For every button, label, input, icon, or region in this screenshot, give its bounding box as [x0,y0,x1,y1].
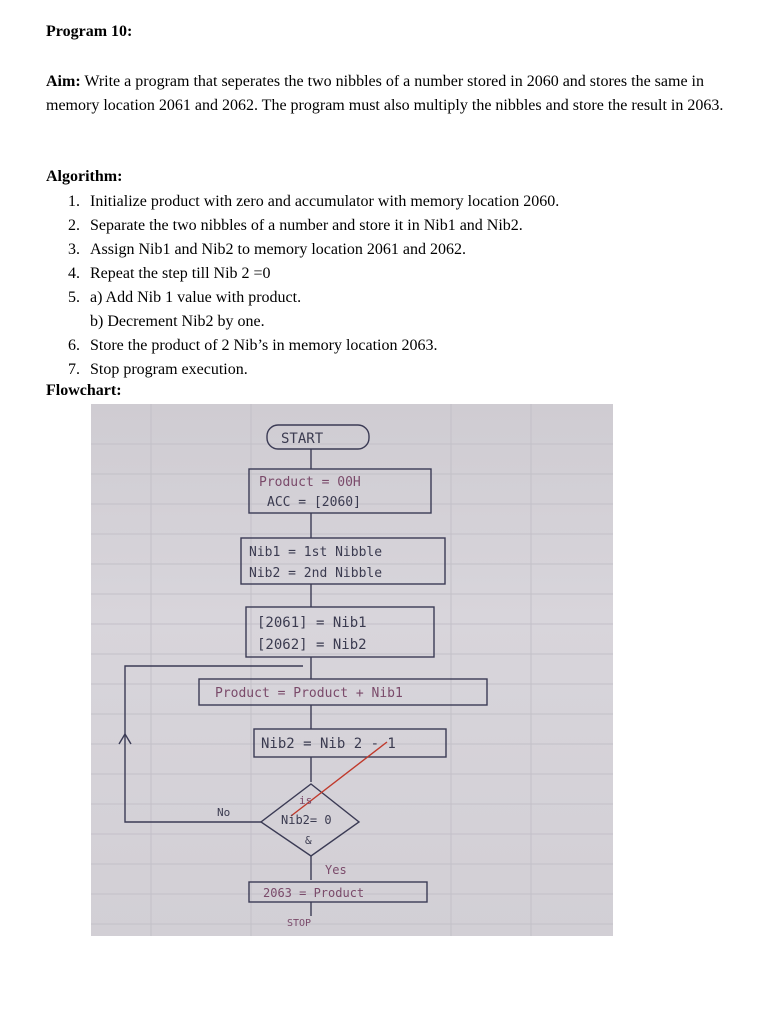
algorithm-step [46,190,726,214]
step-text: Separate the two nibbles of a number and store it in Nib1 and Nib2. [90,217,523,234]
decision-bottom-label: & [305,834,312,847]
algorithm-step [46,334,726,358]
step-number: 7. [68,361,80,378]
step-text: Assign Nib1 and Nib2 to memory location 2061 and 2062. [90,241,466,258]
aim-label: Aim: [46,73,81,90]
flowchart-svg [91,404,613,936]
step-number: 4. [68,265,80,282]
step-number: 5. [68,289,80,306]
algorithm-step [46,286,726,310]
algorithm-step [46,238,726,262]
flowchart-photo [91,404,613,936]
final-step-label: 2063 = Product [263,886,365,900]
algorithm-step [46,262,726,286]
algorithm-steps [46,190,726,382]
decision-label: Nib2= 0 [281,813,332,827]
algorithm-step [46,214,726,238]
loop-arrow [119,734,125,744]
init-line-1: Product = 00H [259,475,361,490]
yes-label: Yes [325,863,347,877]
aim-paragraph [46,70,726,118]
aim-text: Write a program that seperates the two nibbles of a number stored in 2060 and stores the same in memory location 2061 and 2062. The program must also multiply the nibbles and store the result in 2063. [46,73,724,114]
step-text: Store the product of 2 Nib’s in memory location 2063. [90,337,438,354]
nibble-line-2: Nib2 = 2nd Nibble [249,566,383,581]
step-number: 3. [68,241,80,258]
algorithm-heading: Algorithm: [46,168,123,185]
loop-arrow [125,734,131,744]
step-number: 2. [68,217,80,234]
algorithm-step [46,358,726,382]
step-text: Stop program execution. [90,361,248,378]
decrement-step-label: Nib2 = Nib 2 - 1 [261,736,396,752]
program-heading: Program 10: [46,23,133,40]
step-text: Repeat the step till Nib 2 =0 [90,265,271,282]
store-line-1: [2061] = Nib1 [257,615,367,631]
store-line-2: [2062] = Nib2 [257,637,367,653]
no-label: No [217,806,231,819]
decision-top-label: is [299,794,313,807]
product-step-label: Product = Product + Nib1 [215,686,403,701]
step-number: 1. [68,193,80,210]
nibble-line-1: Nib1 = 1st Nibble [249,545,383,560]
step-text: Initialize product with zero and accumulator with memory location 2060. [90,193,560,210]
algorithm-substep [46,310,726,334]
init-line-2: ACC = [2060] [267,495,361,510]
stop-label: STOP [287,918,312,929]
flowchart-heading: Flowchart: [46,382,122,399]
step-number: 6. [68,337,80,354]
step-text: b) Decrement Nib2 by one. [90,313,265,330]
step-text: a) Add Nib 1 value with product. [90,289,302,306]
start-label: START [281,431,324,447]
